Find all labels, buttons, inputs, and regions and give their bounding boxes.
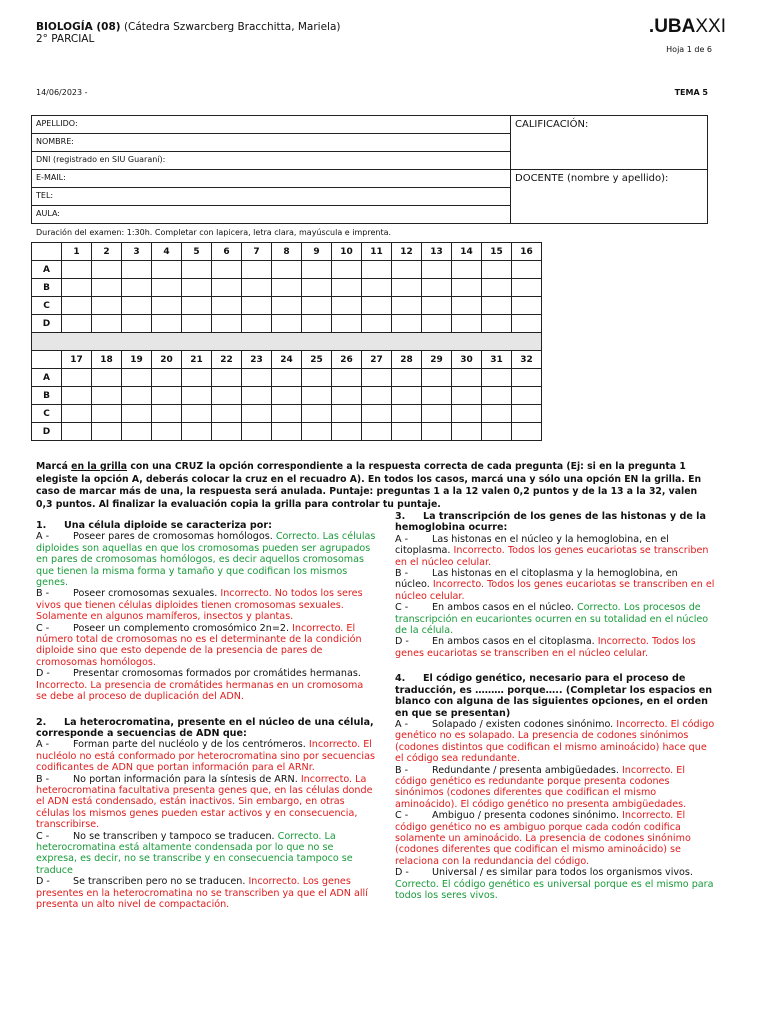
grid-corner [32, 243, 62, 261]
grid-answer-cell[interactable] [362, 297, 392, 315]
grid-col-header: 16 [512, 243, 542, 261]
grid-answer-cell[interactable] [392, 279, 422, 297]
grid-answer-cell[interactable] [122, 387, 152, 405]
grid-answer-cell[interactable] [392, 387, 422, 405]
grid-answer-cell[interactable] [212, 405, 242, 423]
grid-answer-cell[interactable] [92, 423, 122, 441]
grid-col-header: 27 [362, 351, 392, 369]
option-explanation: El nucléolo no está conformado por heterocromatina sino por secuencias codificantes de ADN que portan información para el ARNr. [36, 739, 375, 774]
docente-box[interactable] [511, 170, 708, 224]
answer-option [395, 719, 715, 765]
grid-answer-cell[interactable] [212, 297, 242, 315]
grid-answer-cell[interactable] [482, 315, 512, 333]
grid-answer-cell[interactable] [362, 261, 392, 279]
option-explanation: El código genético es redundante porque presenta codones sinónimos (codones diferentes que codifican el mismo aminoácido). El código genético no presenta ambigüedades. [395, 764, 687, 810]
grid-answer-cell[interactable] [242, 423, 272, 441]
option-letter: D - [36, 668, 50, 680]
grid-col-header: 30 [452, 351, 482, 369]
option-explanation: El código genético es universal porque es el mismo para todos los seres vivos. [395, 878, 714, 901]
grid-answer-cell[interactable] [302, 423, 332, 441]
option-status: Incorrecto. [622, 810, 674, 822]
option-status: Incorrecto. [292, 622, 344, 634]
option-text: Poseer cromosomas sexuales. [73, 588, 218, 600]
grid-col-header: 22 [212, 351, 242, 369]
grid-answer-cell[interactable] [332, 423, 362, 441]
grid-answer-cell[interactable] [272, 279, 302, 297]
grid-answer-cell[interactable] [332, 315, 362, 333]
grid-answer-cell[interactable] [242, 315, 272, 333]
option-status: Correcto. [277, 830, 322, 842]
grid-answer-cell[interactable] [212, 387, 242, 405]
calificacion-label: CALIFICACIÓN: [515, 119, 589, 130]
grid-answer-cell[interactable] [482, 279, 512, 297]
option-explanation: Las células diploides son aquellas en que los cromosomas pueden ser agrupados en pares de cromosomas homólogos, es decir aquellos cromosomas que tienen la misma forma y tamaño y que codifican los mismos genes. [36, 531, 376, 589]
grid-col-header: 12 [392, 243, 422, 261]
grid-col-header: 23 [242, 351, 272, 369]
grid-answer-cell[interactable] [512, 387, 542, 405]
option-explanation: La heterocromatina facultativa presenta genes que, en las células donde el ADN está condensado, están inactivos. Sin embargo, en otras células los mismos genes pueden estar activos y en consecuencia, transcribirse. [36, 773, 373, 831]
question-stem [395, 673, 715, 719]
grid-answer-cell[interactable] [482, 261, 512, 279]
option-letter: A - [36, 739, 50, 751]
option-status: Incorrecto. [597, 636, 649, 648]
option-status: Incorrecto. [220, 588, 272, 600]
grid-answer-cell[interactable] [122, 423, 152, 441]
option-explanation: El número total de cromosomas no es el determinante de la condición diploide sino que esto depende de la presencia de pares de cromosomas homólogos. [36, 622, 362, 668]
grid-answer-cell[interactable] [92, 261, 122, 279]
option-status: Incorrecto. [621, 764, 674, 776]
option-status: Correcto. [576, 602, 621, 614]
grid-col-header: 11 [362, 243, 392, 261]
grid-col-header: 7 [242, 243, 272, 261]
grid-answer-cell[interactable] [362, 387, 392, 405]
question-number: 2. [36, 716, 47, 728]
grid-answer-cell[interactable] [392, 423, 422, 441]
grid-answer-cell[interactable] [152, 261, 182, 279]
option-letter: A - [36, 531, 50, 543]
grid-answer-cell[interactable] [452, 297, 482, 315]
grid-answer-cell[interactable] [272, 297, 302, 315]
option-explanation: El código genético no es ambiguo porque cada codón codifica solamente un aminoácido. La presencia de codones sinónimo (codones diferentes que codifican el mismo aminoácido) se relaciona con la redundancia del código. [395, 810, 691, 867]
grid-col-header: 28 [392, 351, 422, 369]
grid-answer-cell[interactable] [92, 315, 122, 333]
grid-answer-cell[interactable] [452, 261, 482, 279]
grid-answer-cell[interactable] [212, 369, 242, 387]
grid-answer-cell[interactable] [92, 387, 122, 405]
option-text: Ambiguo / presenta codones sinónimo. [432, 810, 620, 822]
field-apellido[interactable]: APELLIDO: [32, 116, 511, 134]
question-number: 4. [395, 673, 406, 685]
answer-option [395, 636, 715, 659]
grid-answer-cell[interactable] [362, 279, 392, 297]
answer-option [395, 810, 715, 867]
question-block [395, 673, 715, 901]
grid-answer-cell[interactable] [482, 369, 512, 387]
grid-answer-cell[interactable] [512, 423, 542, 441]
grid-answer-cell[interactable] [242, 387, 272, 405]
option-letter: D - [395, 867, 409, 879]
option-text: Poseer pares de cromosomas homólogos. [73, 531, 273, 543]
grid-answer-cell[interactable] [62, 369, 92, 387]
grid-col-header: 2 [92, 243, 122, 261]
grid-answer-cell[interactable] [62, 261, 92, 279]
option-status: Correcto. [395, 878, 439, 890]
instructions: Marcá en la grilla con una CRUZ la opción correspondiente a la respuesta correcta de cada pregunta (Ej: si en la pregunta 1 elegiste la opción A, deberás colocar la cruz en el recuadro A). En todos los casos, marcá una y sólo una opción EN la grilla. En caso de marcar más de una, la respuesta será anulada. Puntaje: preguntas 1 a la 12 valen 0,2 puntos y de la 13 a la 32, valen 0,3 puntos. Al finalizar la evaluación copia la grilla para controlar tu puntaje. [36, 461, 702, 510]
option-text: Las histonas en el núcleo y la hemoglobina, en el citoplasma. [395, 533, 669, 557]
answer-option [36, 831, 376, 877]
answer-option [36, 668, 376, 702]
grid-answer-cell[interactable] [482, 405, 512, 423]
grid-answer-cell[interactable] [392, 261, 422, 279]
grid-corner [32, 351, 62, 369]
option-status: Incorrecto. [36, 679, 88, 691]
uba-xxi-logo: .UBAXXI [648, 16, 726, 37]
option-status: Incorrecto. [616, 718, 668, 730]
option-letter: B - [36, 588, 50, 600]
grid-answer-cell[interactable] [452, 423, 482, 441]
grid-answer-cell[interactable] [122, 369, 152, 387]
grid-answer-cell[interactable] [62, 387, 92, 405]
option-explanation: Los procesos de transcripción en eucariontes ocurren en su totalidad en el núcleo de la célula. [395, 602, 709, 637]
question-text: La heterocromatina, presente en el núcleo de una célula, corresponde a secuencias de ADN que: [36, 716, 374, 739]
option-text: Solapado / existen codones sinónimo. [432, 718, 614, 730]
grid-answer-cell[interactable] [152, 405, 182, 423]
field-dni[interactable]: DNI (registrado en SIU Guaraní): [32, 152, 511, 170]
grid-answer-cell[interactable] [512, 279, 542, 297]
grid-answer-cell[interactable] [332, 405, 362, 423]
grid-answer-cell[interactable] [242, 261, 272, 279]
grid-answer-cell[interactable] [422, 297, 452, 315]
grid-answer-cell[interactable] [512, 315, 542, 333]
grid-answer-cell[interactable] [182, 369, 212, 387]
option-letter: C - [36, 830, 50, 842]
grid-answer-cell[interactable] [482, 297, 512, 315]
grid-answer-cell[interactable] [92, 297, 122, 315]
grid-answer-cell[interactable] [332, 369, 362, 387]
answer-option [36, 588, 376, 622]
option-explanation: Todos los genes eucariotas se transcriben en el núcleo celular. [395, 579, 715, 602]
grid-answer-cell[interactable] [512, 369, 542, 387]
questions-left-column [36, 520, 376, 924]
grid-answer-cell[interactable] [362, 315, 392, 333]
grid-answer-cell[interactable] [392, 315, 422, 333]
option-text: Se transcriben pero no se traducen. [73, 876, 246, 888]
grid-answer-cell[interactable] [182, 297, 212, 315]
option-letter: B - [395, 764, 409, 776]
grid-answer-cell[interactable] [452, 315, 482, 333]
grid-answer-cell[interactable] [182, 387, 212, 405]
grid-row-label: C [32, 405, 62, 423]
option-status: Incorrecto. [300, 773, 353, 785]
option-status: Incorrecto. [453, 545, 505, 557]
grid-answer-cell[interactable] [62, 405, 92, 423]
option-text: Poseer un complemento cromosómico 2n=2. [73, 622, 290, 634]
answer-option [395, 534, 715, 568]
grid-separator [32, 333, 542, 351]
exam-duration: Duración del examen: 1:30h. Completar con lapicera, letra clara, mayúscula e imprenta. [36, 228, 392, 237]
option-explanation: Los genes presentes en la heterocromatina no se transcriben ya que el ADN allí presenta un alto nivel de compactación. [36, 876, 368, 910]
grid-answer-cell[interactable] [92, 369, 122, 387]
grid-answer-cell[interactable] [62, 423, 92, 441]
course-title: BIOLOGÍA (08) (Cátedra Szwarcberg Bracchitta, Mariela) [36, 21, 341, 33]
grid-col-header: 29 [422, 351, 452, 369]
grid-answer-cell[interactable] [452, 387, 482, 405]
page-indicator: Hoja 1 de 6 [666, 45, 712, 54]
grid-answer-cell[interactable] [512, 261, 542, 279]
grid-col-header: 13 [422, 243, 452, 261]
question-number: 1. [36, 520, 47, 531]
answer-option [36, 623, 376, 669]
student-id-table [31, 115, 708, 224]
grid-col-header: 8 [272, 243, 302, 261]
grid-answer-cell[interactable] [422, 387, 452, 405]
answer-option [395, 602, 715, 636]
option-letter: C - [395, 810, 409, 822]
grid-answer-cell[interactable] [122, 279, 152, 297]
grid-answer-cell[interactable] [272, 261, 302, 279]
grid-answer-cell[interactable] [332, 387, 362, 405]
grid-answer-cell[interactable] [452, 279, 482, 297]
grid-row-label: A [32, 369, 62, 387]
grid-answer-cell[interactable] [212, 261, 242, 279]
option-text: Universal / es similar para todos los organismos vivos. [432, 867, 693, 879]
grid-answer-cell[interactable] [272, 387, 302, 405]
option-text: Presentar cromosomas formados por cromátides hermanas. [73, 668, 361, 680]
grid-answer-cell[interactable] [122, 261, 152, 279]
grid-answer-cell[interactable] [512, 405, 542, 423]
grid-answer-cell[interactable] [182, 279, 212, 297]
grid-answer-cell[interactable] [302, 297, 332, 315]
option-text: Redundante / presenta ambigüedades. [432, 764, 619, 776]
grid-answer-cell[interactable] [392, 405, 422, 423]
grid-answer-cell[interactable] [362, 369, 392, 387]
option-letter: C - [36, 622, 50, 634]
field-aula[interactable]: AULA: [32, 206, 511, 224]
questions-right-column [395, 511, 715, 915]
grid-answer-cell[interactable] [122, 297, 152, 315]
question-block [395, 511, 715, 659]
grid-answer-cell[interactable] [422, 279, 452, 297]
grid-answer-cell[interactable] [182, 261, 212, 279]
grid-col-header: 24 [272, 351, 302, 369]
grid-col-header: 25 [302, 351, 332, 369]
grid-answer-cell[interactable] [92, 405, 122, 423]
option-text: No se transcriben y tampoco se traducen. [73, 830, 275, 842]
grid-answer-cell[interactable] [422, 261, 452, 279]
grid-row-label: B [32, 279, 62, 297]
grid-col-header: 15 [482, 243, 512, 261]
field-tel[interactable]: TEL: [32, 188, 511, 206]
option-status: Correcto. [275, 531, 320, 543]
grid-answer-cell[interactable] [452, 405, 482, 423]
option-letter: B - [36, 773, 50, 785]
grid-answer-cell[interactable] [152, 315, 182, 333]
grid-answer-cell[interactable] [272, 405, 302, 423]
grid-answer-cell[interactable] [422, 315, 452, 333]
grid-col-header: 32 [512, 351, 542, 369]
option-status: Incorrecto. [432, 579, 485, 591]
grid-answer-cell[interactable] [452, 369, 482, 387]
calificacion-box[interactable] [511, 116, 708, 170]
grid-answer-cell[interactable] [392, 297, 422, 315]
answer-option [395, 568, 715, 602]
grid-answer-cell[interactable] [92, 279, 122, 297]
grid-answer-cell[interactable] [422, 405, 452, 423]
grid-col-header: 5 [182, 243, 212, 261]
option-letter: C - [395, 602, 409, 614]
field-email[interactable]: E-MAIL: [32, 170, 511, 188]
grid-answer-cell[interactable] [242, 279, 272, 297]
option-letter: D - [36, 876, 50, 888]
grid-row-label: A [32, 261, 62, 279]
grid-row-label: B [32, 387, 62, 405]
answer-option [36, 774, 376, 831]
grid-answer-cell[interactable] [152, 297, 182, 315]
grid-answer-cell[interactable] [482, 387, 512, 405]
grid-answer-cell[interactable] [212, 279, 242, 297]
grid-col-header: 6 [212, 243, 242, 261]
grid-answer-cell[interactable] [272, 369, 302, 387]
grid-answer-cell[interactable] [302, 369, 332, 387]
answer-option [395, 867, 715, 901]
grid-answer-cell[interactable] [152, 387, 182, 405]
option-explanation: Todos los genes eucariotas se transcriben en el núcleo celular. [395, 636, 696, 659]
docente-label: DOCENTE (nombre y apellido): [515, 173, 669, 184]
grid-answer-cell[interactable] [152, 279, 182, 297]
question-block [36, 717, 376, 911]
exam-date: 14/06/2023 - [36, 88, 88, 97]
grid-col-header: 31 [482, 351, 512, 369]
option-explanation: La presencia de cromátides hermanas en un cromosoma se debe al proceso de duplicación del ADN. [36, 679, 364, 703]
grid-answer-cell[interactable] [212, 423, 242, 441]
grid-answer-cell[interactable] [302, 261, 332, 279]
question-text: La transcripción de los genes de las histonas y de la hemoglobina ocurre: [395, 511, 706, 534]
grid-answer-cell[interactable] [122, 315, 152, 333]
grid-answer-cell[interactable] [422, 369, 452, 387]
grid-answer-cell[interactable] [242, 297, 272, 315]
grid-answer-cell[interactable] [362, 423, 392, 441]
answer-option [395, 765, 715, 811]
answer-option [36, 739, 376, 773]
grid-row-label: D [32, 315, 62, 333]
grid-answer-cell[interactable] [152, 369, 182, 387]
grid-answer-cell[interactable] [212, 315, 242, 333]
option-letter: D - [395, 636, 409, 648]
option-explanation: El código genético no es solapado. La presencia de codones sinónimos (codones distintos que codifican el mismo aminoácido) hace que el código sea redundante. [395, 718, 715, 765]
question-stem [36, 717, 376, 740]
grid-answer-cell[interactable] [122, 405, 152, 423]
grid-answer-cell[interactable] [182, 423, 212, 441]
grid-row-label: C [32, 297, 62, 315]
option-text: En ambos casos en el núcleo. [432, 602, 574, 614]
grid-answer-cell[interactable] [302, 315, 332, 333]
option-text: Forman parte del nucléolo y de los centrómeros. [73, 739, 306, 751]
exam-tema: TEMA 5 [674, 88, 708, 97]
grid-answer-cell[interactable] [302, 405, 332, 423]
grid-col-header: 9 [302, 243, 332, 261]
grid-answer-cell[interactable] [482, 423, 512, 441]
grid-col-header: 26 [332, 351, 362, 369]
option-status: Incorrecto. [248, 876, 300, 888]
answer-option [36, 876, 376, 910]
grid-col-header: 1 [62, 243, 92, 261]
answer-grid [31, 242, 542, 441]
option-explanation: Todos los genes eucariotas se transcriben en el núcleo celular. [395, 545, 709, 568]
grid-answer-cell[interactable] [62, 315, 92, 333]
question-text: Una célula diploide se caracteriza por: [64, 520, 272, 531]
option-letter: B - [395, 568, 409, 580]
grid-answer-cell[interactable] [152, 423, 182, 441]
grid-col-header: 20 [152, 351, 182, 369]
grid-answer-cell[interactable] [332, 297, 362, 315]
option-status: Incorrecto. [308, 739, 361, 751]
option-letter: A - [395, 533, 409, 545]
option-explanation: La heterocromatina está altamente condensada por lo que no se expresa, es decir, no se transcribe y en consecuencia tampoco se traduce [36, 830, 353, 876]
grid-answer-cell[interactable] [242, 405, 272, 423]
grid-col-header: 4 [152, 243, 182, 261]
option-letter: A - [395, 718, 409, 730]
option-text: En ambos casos en el citoplasma. [432, 636, 595, 648]
grid-col-header: 19 [122, 351, 152, 369]
question-stem [36, 520, 376, 531]
grid-col-header: 10 [332, 243, 362, 261]
grid-answer-cell[interactable] [62, 297, 92, 315]
field-nombre[interactable]: NOMBRE: [32, 134, 511, 152]
grid-col-header: 3 [122, 243, 152, 261]
grid-answer-cell[interactable] [272, 423, 302, 441]
answer-option [36, 531, 376, 588]
grid-answer-cell[interactable] [362, 405, 392, 423]
grid-answer-cell[interactable] [242, 369, 272, 387]
question-text: El código genético, necesario para el proceso de traducción, es ……… porque….. (Completar los espacios en blanco con alguna de las siguientes opciones, en el orden en que se presentan) [395, 673, 713, 719]
grid-answer-cell[interactable] [302, 279, 332, 297]
question-number: 3. [395, 511, 406, 522]
option-text: Las histonas en el citoplasma y la hemoglobina, en núcleo. [395, 568, 678, 591]
question-block [36, 520, 376, 703]
grid-answer-cell[interactable] [512, 297, 542, 315]
grid-answer-cell[interactable] [332, 279, 362, 297]
question-stem [395, 511, 715, 534]
grid-col-header: 14 [452, 243, 482, 261]
grid-answer-cell[interactable] [392, 369, 422, 387]
grid-answer-cell[interactable] [332, 261, 362, 279]
grid-col-header: 17 [62, 351, 92, 369]
grid-answer-cell[interactable] [182, 405, 212, 423]
grid-answer-cell[interactable] [272, 315, 302, 333]
grid-col-header: 21 [182, 351, 212, 369]
grid-row-label: D [32, 423, 62, 441]
grid-answer-cell[interactable] [62, 279, 92, 297]
exam-name: 2° PARCIAL [36, 33, 95, 45]
grid-answer-cell[interactable] [422, 423, 452, 441]
grid-col-header: 18 [92, 351, 122, 369]
option-text: No portan información para la síntesis de ARN. [73, 773, 298, 785]
option-explanation: No todos los seres vivos que tienen células diploides tienen cromosomas sexuales. Solamente en algunos mamíferos, insectos y plantas. [36, 588, 363, 623]
grid-answer-cell[interactable] [182, 315, 212, 333]
grid-answer-cell[interactable] [302, 387, 332, 405]
